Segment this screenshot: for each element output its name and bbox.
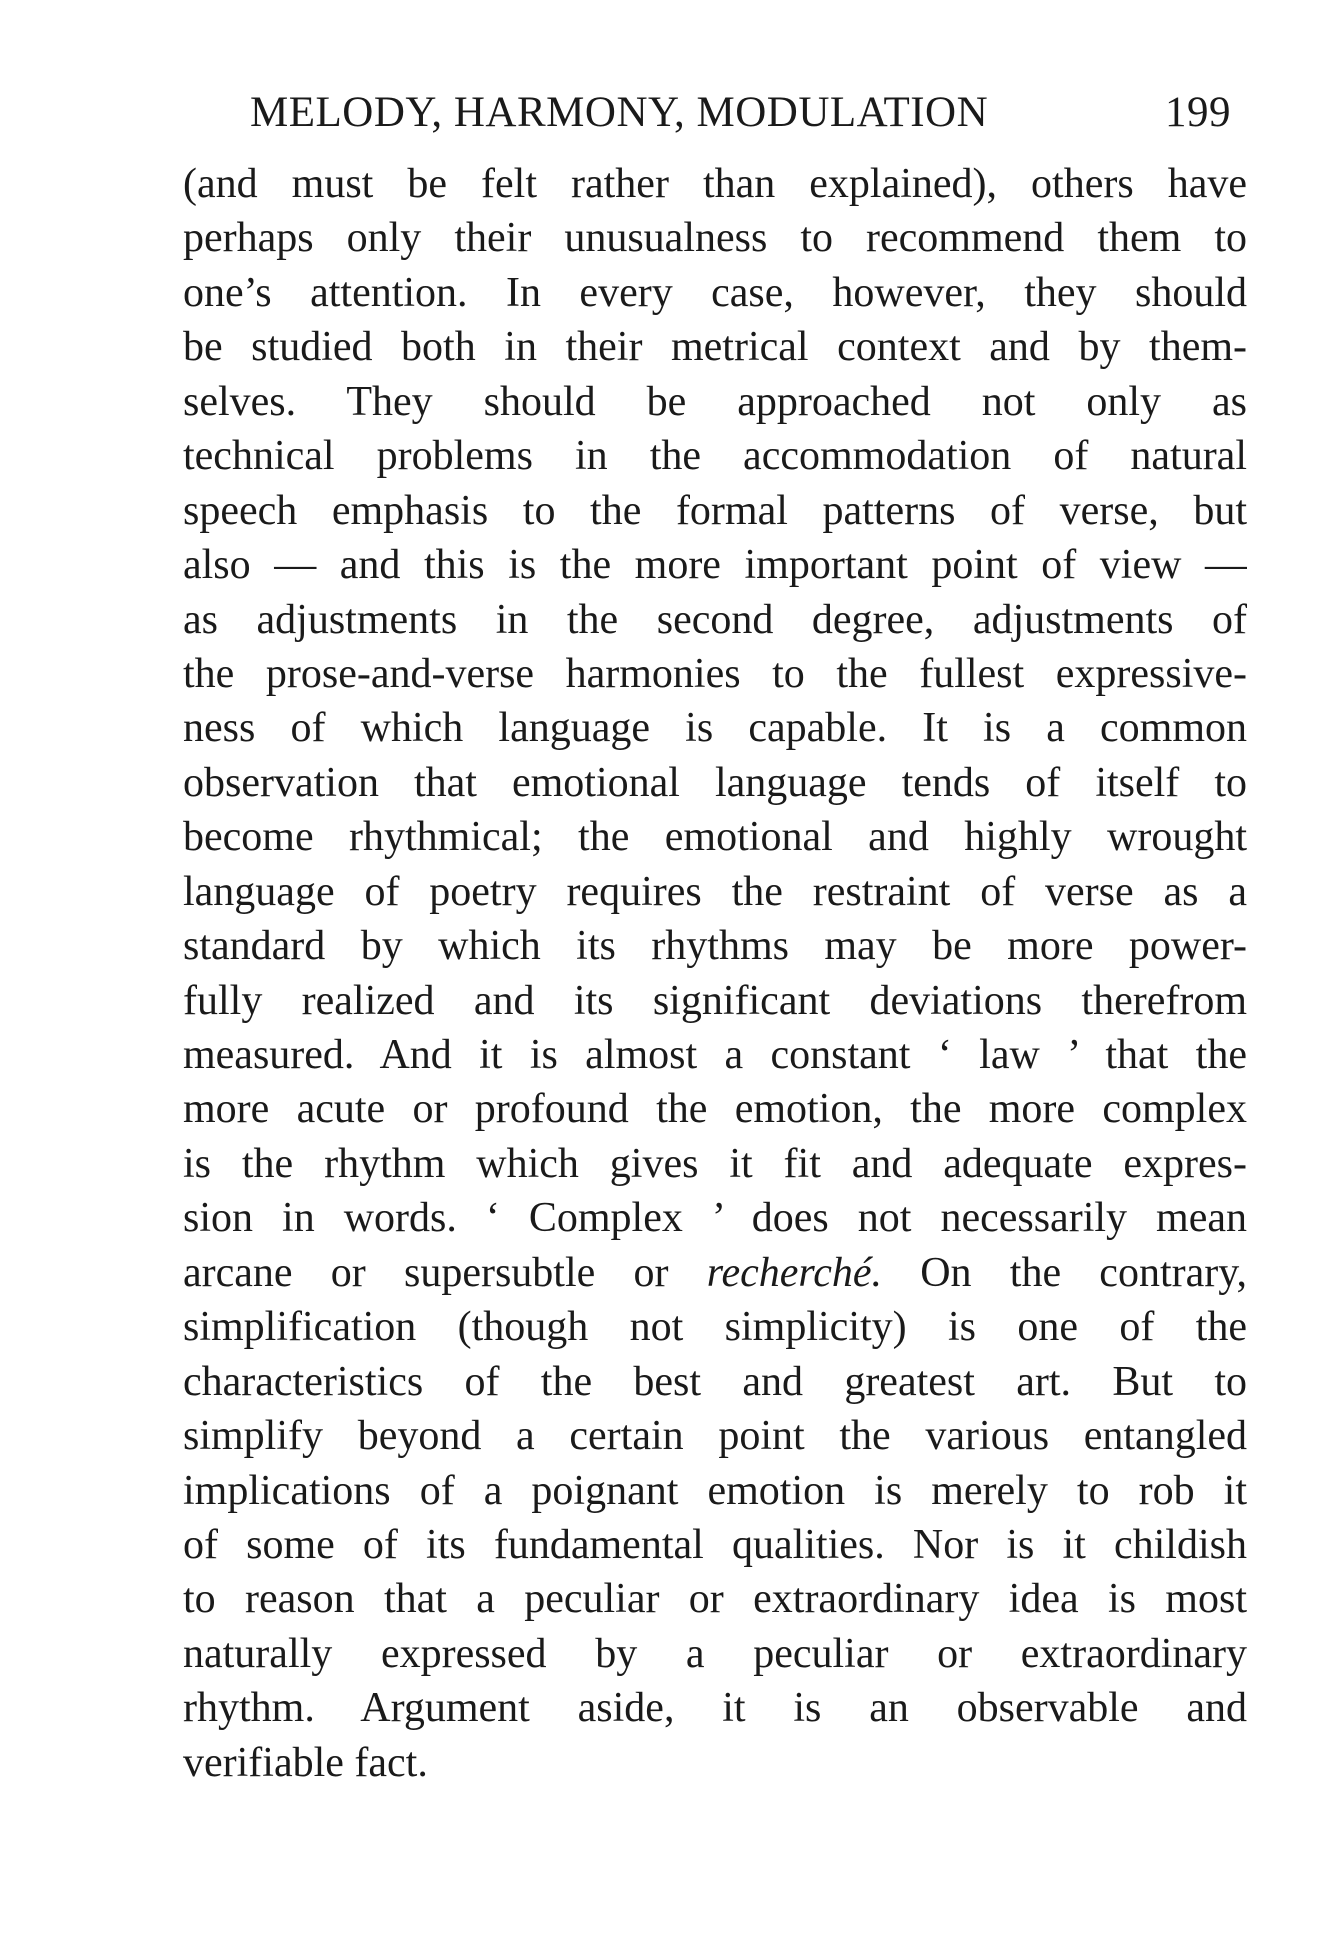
text-line: sion in words. ‘ Complex ’ does not necessarily mean — [183, 1195, 1247, 1242]
text-line: the prose-and-verse harmonies to the fullest expressive- — [183, 650, 1247, 697]
text-line: selves. They should be approached not only as — [183, 378, 1247, 425]
text-line: rhythm. Argument aside, it is an observable and — [183, 1685, 1247, 1732]
text-line: simplification (though not simplicity) is one of the — [183, 1304, 1247, 1351]
running-head — [250, 78, 1250, 148]
text-segment: arcane or supersubtle or — [183, 1249, 707, 1296]
italic-term: recherché. — [706, 1249, 882, 1296]
text-line: ness of which language is capable. It is a common — [183, 705, 1247, 752]
text-line: naturally expressed by a peculiar or extraordinary — [183, 1630, 1247, 1677]
text-line: speech emphasis to the formal patterns of verse, but — [183, 487, 1247, 534]
text-segment: On the contrary, — [882, 1249, 1247, 1296]
text-line: measured. And it is almost a constant ‘ law ’ that the — [183, 1032, 1247, 1078]
text-line: more acute or profound the emotion, the more complex — [183, 1086, 1247, 1133]
text-line: as adjustments in the second degree, adjustments of — [183, 596, 1247, 643]
text-line: observation that emotional language tends of itself to — [183, 759, 1247, 806]
text-line: (and must be felt rather than explained), others have — [183, 161, 1247, 207]
text-line-with-italic — [183, 1246, 1247, 1300]
text-line: be studied both in their metrical context and by them- — [183, 324, 1247, 371]
text-line: is the rhythm which gives it fit and adequate expres- — [183, 1140, 1247, 1187]
body-text — [183, 157, 1247, 1790]
text-line: of some of its fundamental qualities. Nor is it childish — [183, 1521, 1247, 1568]
running-head-title: MELODY, HARMONY, MODULATION — [250, 89, 989, 136]
text-line: fully realized and its significant deviations therefrom — [183, 977, 1247, 1024]
text-line: standard by which its rhythms may be more power- — [183, 923, 1247, 970]
text-line: one’s attention. In every case, however, they should — [183, 269, 1247, 316]
text-line: implications of a poignant emotion is merely to rob it — [183, 1467, 1247, 1514]
text-line: simplify beyond a certain point the various entangled — [183, 1413, 1247, 1460]
text-line: to reason that a peculiar or extraordinary idea is most — [183, 1576, 1247, 1623]
text-line: characteristics of the best and greatest art. But to — [183, 1358, 1247, 1405]
text-line: language of poetry requires the restraint of verse as a — [183, 868, 1247, 915]
page-number: 199 — [1165, 89, 1231, 136]
text-line: also — and this is the more important point of view — — [183, 542, 1247, 589]
text-line: technical problems in the accommodation of natural — [183, 433, 1247, 480]
text-line: perhaps only their unusualness to recommend them to — [183, 215, 1247, 262]
text-line: verifiable fact. — [183, 1739, 428, 1786]
text-line: become rhythmical; the emotional and highly wrought — [183, 814, 1247, 861]
